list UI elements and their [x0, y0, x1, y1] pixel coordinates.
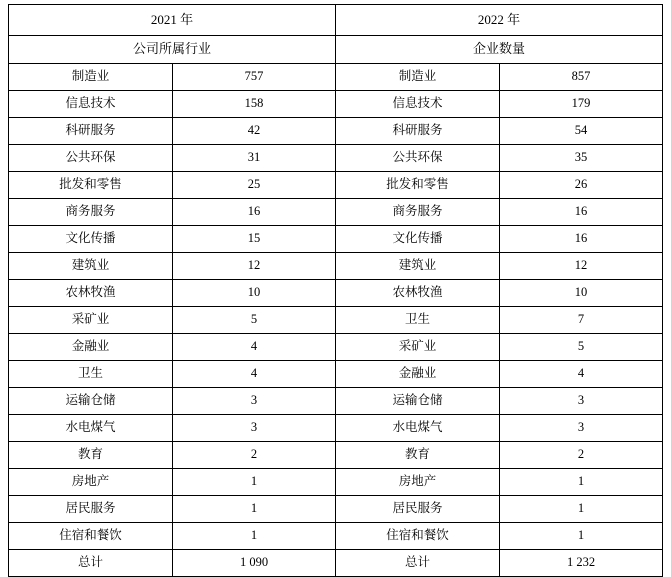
left-value: 1: [173, 469, 336, 496]
table-row: [9, 361, 663, 388]
right-category: 房地产: [336, 469, 500, 496]
table-row: [9, 91, 663, 118]
table-row: [9, 415, 663, 442]
right-value: 1: [500, 523, 663, 550]
left-category: 教育: [9, 442, 173, 469]
table-row: [9, 199, 663, 226]
header-year-2021: 2021 年: [9, 5, 336, 36]
right-category: 金融业: [336, 361, 500, 388]
left-category: 信息技术: [9, 91, 173, 118]
right-value: 26: [500, 172, 663, 199]
right-value: 10: [500, 280, 663, 307]
right-value: 16: [500, 199, 663, 226]
left-value: 25: [173, 172, 336, 199]
right-value: 2: [500, 442, 663, 469]
right-total-label: 总计: [336, 550, 500, 577]
table-row: [9, 469, 663, 496]
right-value: 3: [500, 415, 663, 442]
left-category: 水电煤气: [9, 415, 173, 442]
table-total-row: [9, 550, 663, 577]
left-category: 制造业: [9, 64, 173, 91]
right-category: 运输仓储: [336, 388, 500, 415]
table-row: [9, 145, 663, 172]
left-category: 批发和零售: [9, 172, 173, 199]
header-year-2022: 2022 年: [336, 5, 663, 36]
left-value: 1: [173, 523, 336, 550]
left-value: 42: [173, 118, 336, 145]
left-category: 居民服务: [9, 496, 173, 523]
left-value: 3: [173, 415, 336, 442]
left-value: 15: [173, 226, 336, 253]
right-value: 3: [500, 388, 663, 415]
right-category: 住宿和餐饮: [336, 523, 500, 550]
right-value: 12: [500, 253, 663, 280]
left-value: 31: [173, 145, 336, 172]
right-total-value: 1 232: [500, 550, 663, 577]
right-value: 54: [500, 118, 663, 145]
left-category: 建筑业: [9, 253, 173, 280]
right-value: 1: [500, 496, 663, 523]
header-label-industry: 公司所属行业: [9, 36, 336, 64]
left-category: 文化传播: [9, 226, 173, 253]
right-category: 采矿业: [336, 334, 500, 361]
table-header-year-row: [9, 5, 663, 36]
table-container: [0, 4, 671, 570]
table-row: [9, 442, 663, 469]
right-value: 4: [500, 361, 663, 388]
left-value: 4: [173, 361, 336, 388]
table-row: [9, 388, 663, 415]
table-row: [9, 307, 663, 334]
left-category: 农林牧渔: [9, 280, 173, 307]
left-category: 卫生: [9, 361, 173, 388]
left-category: 金融业: [9, 334, 173, 361]
table-row: [9, 226, 663, 253]
left-value: 757: [173, 64, 336, 91]
left-value: 10: [173, 280, 336, 307]
right-category: 文化传播: [336, 226, 500, 253]
left-value: 4: [173, 334, 336, 361]
left-value: 12: [173, 253, 336, 280]
table-row: [9, 253, 663, 280]
right-value: 1: [500, 469, 663, 496]
table-row: [9, 523, 663, 550]
industry-company-count-table: [8, 4, 663, 577]
right-category: 农林牧渔: [336, 280, 500, 307]
right-value: 16: [500, 226, 663, 253]
right-value: 179: [500, 91, 663, 118]
right-category: 批发和零售: [336, 172, 500, 199]
right-category: 卫生: [336, 307, 500, 334]
right-category: 制造业: [336, 64, 500, 91]
left-category: 商务服务: [9, 199, 173, 226]
left-total-value: 1 090: [173, 550, 336, 577]
left-value: 2: [173, 442, 336, 469]
right-value: 35: [500, 145, 663, 172]
table-row: [9, 118, 663, 145]
left-category: 房地产: [9, 469, 173, 496]
left-category: 科研服务: [9, 118, 173, 145]
left-category: 住宿和餐饮: [9, 523, 173, 550]
table-row: [9, 334, 663, 361]
left-total-label: 总计: [9, 550, 173, 577]
right-value: 857: [500, 64, 663, 91]
left-value: 5: [173, 307, 336, 334]
header-label-count: 企业数量: [336, 36, 663, 64]
table-row: [9, 280, 663, 307]
right-category: 教育: [336, 442, 500, 469]
right-category: 水电煤气: [336, 415, 500, 442]
right-category: 科研服务: [336, 118, 500, 145]
left-value: 158: [173, 91, 336, 118]
table-row: [9, 64, 663, 91]
left-category: 运输仓储: [9, 388, 173, 415]
left-value: 1: [173, 496, 336, 523]
right-category: 建筑业: [336, 253, 500, 280]
right-category: 居民服务: [336, 496, 500, 523]
right-category: 商务服务: [336, 199, 500, 226]
right-category: 公共环保: [336, 145, 500, 172]
left-value: 3: [173, 388, 336, 415]
left-category: 采矿业: [9, 307, 173, 334]
left-category: 公共环保: [9, 145, 173, 172]
right-value: 5: [500, 334, 663, 361]
right-value: 7: [500, 307, 663, 334]
right-category: 信息技术: [336, 91, 500, 118]
left-value: 16: [173, 199, 336, 226]
table-header-label-row: [9, 36, 663, 64]
table-row: [9, 172, 663, 199]
